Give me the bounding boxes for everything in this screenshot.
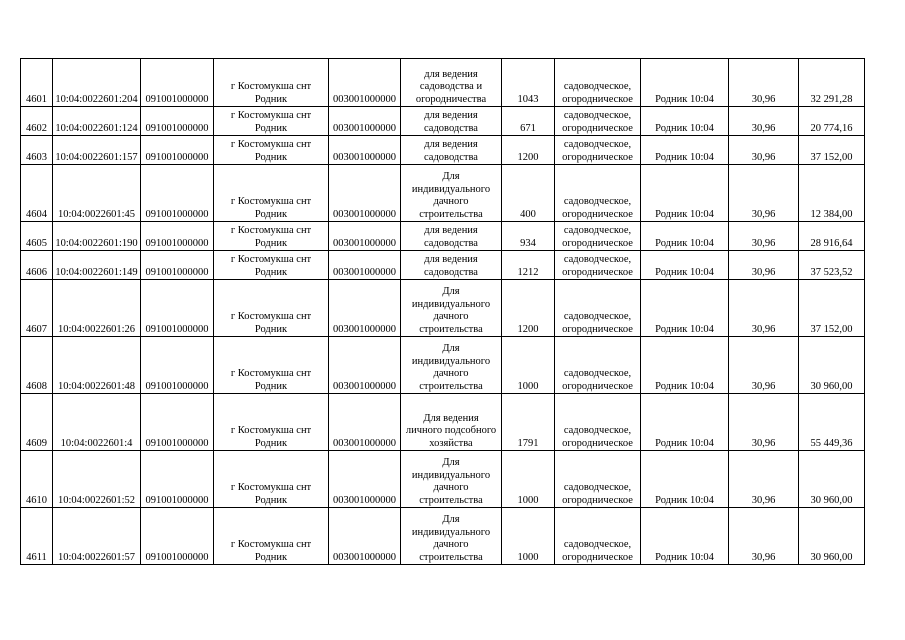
group-code-cell: 003001000000 — [329, 136, 401, 165]
category-cell: садоводческое, огородническое — [555, 136, 641, 165]
table-row — [21, 394, 865, 451]
table-row — [21, 451, 865, 508]
zone-cell: Родник 10:04 — [641, 280, 729, 337]
row-number-cell: 4606 — [21, 251, 53, 280]
address-cell: г Костомукша снт Родник — [214, 222, 329, 251]
category-cell: садоводческое, огородническое — [555, 222, 641, 251]
group-code-cell: 003001000000 — [329, 165, 401, 222]
row-number-cell: 4605 — [21, 222, 53, 251]
oktmo-code-cell: 091001000000 — [141, 165, 214, 222]
area-cell: 1791 — [502, 394, 555, 451]
row-number-cell: 4607 — [21, 280, 53, 337]
zone-cell: Родник 10:04 — [641, 337, 729, 394]
table-row — [21, 337, 865, 394]
table-body — [21, 59, 865, 565]
cadastral-number-cell: 10:04:0022601:149 — [53, 251, 141, 280]
zone-cell: Родник 10:04 — [641, 451, 729, 508]
oktmo-code-cell: 091001000000 — [141, 136, 214, 165]
category-cell: садоводческое, огородническое — [555, 337, 641, 394]
group-code-cell: 003001000000 — [329, 394, 401, 451]
specific-value-cell: 30,96 — [729, 451, 799, 508]
row-number-cell: 4610 — [21, 451, 53, 508]
cadastral-value-cell: 20 774,16 — [799, 107, 865, 136]
area-cell: 1212 — [502, 251, 555, 280]
row-number-cell: 4609 — [21, 394, 53, 451]
address-cell: г Костомукша снт Родник — [214, 251, 329, 280]
area-cell: 400 — [502, 165, 555, 222]
zone-cell: Родник 10:04 — [641, 165, 729, 222]
cadastral-number-cell: 10:04:0022601:204 — [53, 59, 141, 107]
zone-cell: Родник 10:04 — [641, 508, 729, 565]
cadastral-number-cell: 10:04:0022601:48 — [53, 337, 141, 394]
cadastral-value-cell: 30 960,00 — [799, 337, 865, 394]
permitted-use-cell: Для индивидуального дачного строительства — [401, 337, 502, 394]
cadastral-number-cell: 10:04:0022601:52 — [53, 451, 141, 508]
specific-value-cell: 30,96 — [729, 136, 799, 165]
group-code-cell: 003001000000 — [329, 280, 401, 337]
oktmo-code-cell: 091001000000 — [141, 280, 214, 337]
group-code-cell: 003001000000 — [329, 222, 401, 251]
permitted-use-cell: для ведения садоводства и огородничества — [401, 59, 502, 107]
oktmo-code-cell: 091001000000 — [141, 222, 214, 251]
zone-cell: Родник 10:04 — [641, 136, 729, 165]
oktmo-code-cell: 091001000000 — [141, 508, 214, 565]
zone-cell: Родник 10:04 — [641, 394, 729, 451]
category-cell: садоводческое, огородническое — [555, 394, 641, 451]
category-cell: садоводческое, огородническое — [555, 165, 641, 222]
address-cell: г Костомукша снт Родник — [214, 136, 329, 165]
category-cell: садоводческое, огородническое — [555, 280, 641, 337]
area-cell: 671 — [502, 107, 555, 136]
permitted-use-cell: для ведения садоводства — [401, 222, 502, 251]
specific-value-cell: 30,96 — [729, 251, 799, 280]
cadastral-value-cell: 30 960,00 — [799, 451, 865, 508]
table-row — [21, 251, 865, 280]
table-row — [21, 222, 865, 251]
group-code-cell: 003001000000 — [329, 508, 401, 565]
permitted-use-cell: Для индивидуального дачного строительства — [401, 508, 502, 565]
table-row — [21, 136, 865, 165]
area-cell: 1000 — [502, 508, 555, 565]
oktmo-code-cell: 091001000000 — [141, 251, 214, 280]
permitted-use-cell: Для индивидуального дачного строительства — [401, 280, 502, 337]
cadastral-value-cell: 32 291,28 — [799, 59, 865, 107]
address-cell: г Костомукша снт Родник — [214, 280, 329, 337]
cadastral-number-cell: 10:04:0022601:45 — [53, 165, 141, 222]
address-cell: г Костомукша снт Родник — [214, 451, 329, 508]
specific-value-cell: 30,96 — [729, 508, 799, 565]
cadastral-number-cell: 10:04:0022601:124 — [53, 107, 141, 136]
group-code-cell: 003001000000 — [329, 107, 401, 136]
cadastral-number-cell: 10:04:0022601:157 — [53, 136, 141, 165]
zone-cell: Родник 10:04 — [641, 59, 729, 107]
cadastral-number-cell: 10:04:0022601:4 — [53, 394, 141, 451]
permitted-use-cell: Для индивидуального дачного строительства — [401, 451, 502, 508]
address-cell: г Костомукша снт Родник — [214, 165, 329, 222]
specific-value-cell: 30,96 — [729, 337, 799, 394]
group-code-cell: 003001000000 — [329, 337, 401, 394]
cadastral-number-cell: 10:04:0022601:26 — [53, 280, 141, 337]
oktmo-code-cell: 091001000000 — [141, 59, 214, 107]
cadastral-value-cell: 12 384,00 — [799, 165, 865, 222]
table-row — [21, 59, 865, 107]
specific-value-cell: 30,96 — [729, 59, 799, 107]
permitted-use-cell: для ведения садоводства — [401, 251, 502, 280]
oktmo-code-cell: 091001000000 — [141, 394, 214, 451]
permitted-use-cell: Для ведения личного подсобного хозяйства — [401, 394, 502, 451]
specific-value-cell: 30,96 — [729, 394, 799, 451]
cadastral-number-cell: 10:04:0022601:57 — [53, 508, 141, 565]
address-cell: г Костомукша снт Родник — [214, 337, 329, 394]
row-number-cell: 4602 — [21, 107, 53, 136]
table-row — [21, 107, 865, 136]
table-row — [21, 280, 865, 337]
address-cell: г Костомукша снт Родник — [214, 59, 329, 107]
area-cell: 1200 — [502, 136, 555, 165]
oktmo-code-cell: 091001000000 — [141, 451, 214, 508]
cadastral-value-cell: 55 449,36 — [799, 394, 865, 451]
row-number-cell: 4604 — [21, 165, 53, 222]
category-cell: садоводческое, огородническое — [555, 251, 641, 280]
table-row — [21, 165, 865, 222]
zone-cell: Родник 10:04 — [641, 107, 729, 136]
specific-value-cell: 30,96 — [729, 165, 799, 222]
row-number-cell: 4611 — [21, 508, 53, 565]
address-cell: г Костомукша снт Родник — [214, 394, 329, 451]
area-cell: 1000 — [502, 337, 555, 394]
row-number-cell: 4601 — [21, 59, 53, 107]
permitted-use-cell: Для индивидуального дачного строительства — [401, 165, 502, 222]
cadastral-number-cell: 10:04:0022601:190 — [53, 222, 141, 251]
area-cell: 1200 — [502, 280, 555, 337]
address-cell: г Костомукша снт Родник — [214, 107, 329, 136]
cadastral-value-cell: 37 523,52 — [799, 251, 865, 280]
permitted-use-cell: для ведения садоводства — [401, 136, 502, 165]
category-cell: садоводческое, огородническое — [555, 451, 641, 508]
permitted-use-cell: для ведения садоводства — [401, 107, 502, 136]
row-number-cell: 4603 — [21, 136, 53, 165]
category-cell: садоводческое, огородническое — [555, 59, 641, 107]
specific-value-cell: 30,96 — [729, 107, 799, 136]
cadastral-value-cell: 30 960,00 — [799, 508, 865, 565]
address-cell: г Костомукша снт Родник — [214, 508, 329, 565]
area-cell: 934 — [502, 222, 555, 251]
table-row — [21, 508, 865, 565]
specific-value-cell: 30,96 — [729, 280, 799, 337]
zone-cell: Родник 10:04 — [641, 251, 729, 280]
oktmo-code-cell: 091001000000 — [141, 107, 214, 136]
area-cell: 1043 — [502, 59, 555, 107]
specific-value-cell: 30,96 — [729, 222, 799, 251]
area-cell: 1000 — [502, 451, 555, 508]
cadastral-value-cell: 28 916,64 — [799, 222, 865, 251]
cadastral-value-cell: 37 152,00 — [799, 136, 865, 165]
cadastral-value-cell: 37 152,00 — [799, 280, 865, 337]
oktmo-code-cell: 091001000000 — [141, 337, 214, 394]
category-cell: садоводческое, огородническое — [555, 508, 641, 565]
category-cell: садоводческое, огородническое — [555, 107, 641, 136]
row-number-cell: 4608 — [21, 337, 53, 394]
group-code-cell: 003001000000 — [329, 251, 401, 280]
zone-cell: Родник 10:04 — [641, 222, 729, 251]
group-code-cell: 003001000000 — [329, 59, 401, 107]
group-code-cell: 003001000000 — [329, 451, 401, 508]
cadastral-table — [20, 58, 865, 565]
